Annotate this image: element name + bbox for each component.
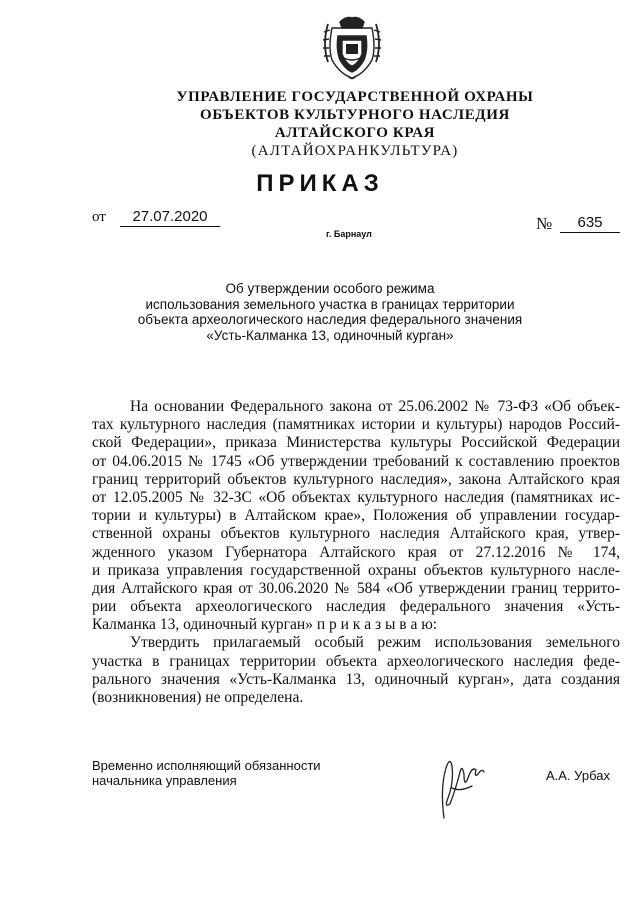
subject-line: объекта археологического наследия федерального значения [137,312,523,327]
body-line: (возникновения) не определена. [92,689,304,706]
subject-line: «Усть-Калманка 13, одиночный курган» [206,327,454,343]
body-line: ственной охраны объектов культурного наследия Алтайского края, утвер- [92,525,620,543]
body-line: дия Алтайского края от 30.06.2020 № 584 «Об утверждении границ террито- [92,579,620,597]
header-line-1: УПРАВЛЕНИЕ ГОСУДАРСТВЕННОЙ ОХРАНЫ [176,89,534,105]
handwritten-signature [430,748,490,828]
body-line: Калманка 13, одиночный курган» п р и к а з ы в а ю: [92,616,438,634]
body-line: и приказа управления государственной охраны объектов культурного насле- [92,561,620,579]
body-line: от 12.05.2005 № 32-ЗС «Об объектах культурного наследия (памятниках ис- [92,488,620,506]
signer-position-line-2: начальника управления [92,773,237,788]
date-label: от [92,209,106,225]
header-line-3: АЛТАЙСКОГО КРАЯ [274,125,436,141]
header-line-2: ОБЪЕКТОВ КУЛЬТУРНОГО НАСЛЕДИЯ [200,107,510,123]
signer-position [92,758,321,788]
city: г. Барнаул [326,229,372,239]
body-line: Утвердить прилагаемый особый режим использования земельного [130,634,620,652]
order-subject [110,281,550,343]
body-line: участка в границах территории объекта археологического наследия феде- [92,652,620,670]
document-title: ПРИКАЗ [256,170,384,197]
body-line: тах культурного наследия (памятниках истории и культуры) народов Россий- [92,416,620,434]
header-line-4: (АЛТАЙОХРАНКУЛЬТУРА) [251,143,459,159]
order-body [92,398,620,707]
body-line: от 04.06.2015 № 1745 «Об утверждении требований к составлению проектов [92,452,620,470]
body-line: ской Федерации», приказа Министерства культуры Российской Федерации [92,434,620,452]
order-number: 635 [560,214,620,233]
body-line: границ территорий объектов культурного наследия», закона Алтайского края [92,470,620,488]
order-date: 27.07.2020 [120,208,220,227]
coat-of-arms-emblem [318,14,386,82]
organization-header [140,88,570,160]
body-line: жденного указом Губернатора Алтайского края от 27.12.2016 № 174, [92,543,620,561]
signer-position-line-1: Временно исполняющий обязанности [92,758,321,773]
body-line: рального значения «Усть-Калманка 13, одиночный курган», дата создания [92,670,620,688]
signer-name: А.А. Урбах [546,768,610,783]
subject-line: Об утверждении особого режима [225,281,435,296]
number-label: № [536,214,553,233]
body-line: На основании Федерального закона от 25.06.2002 № 73-ФЗ «Об объек- [130,398,620,415]
subject-line: использования земельного участка в границах территории [145,296,515,312]
body-line: рии объекта археологического наследия федерального значения «Усть- [92,598,620,616]
body-line: тории и культуры) в Алтайском крае», Положения об управлении государ- [92,507,620,525]
